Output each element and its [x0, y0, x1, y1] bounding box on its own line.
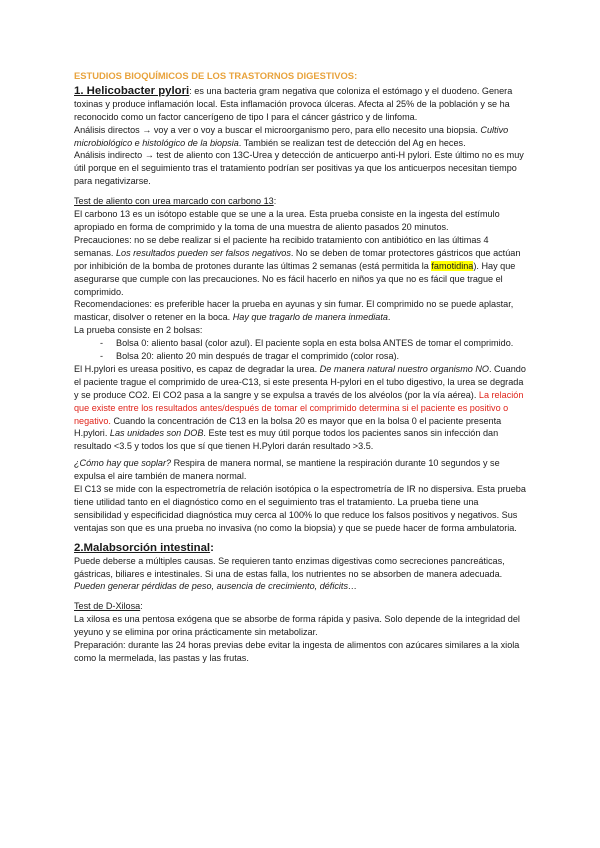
bags-list: [74, 337, 526, 363]
xylose-test-heading: Test de D-Xilosa:: [74, 601, 143, 612]
preparation-paragraph: Preparación: durante las 24 horas previas debe evitar la ingesta de alimentos con azúcares similares a la xiola como la mermelada, las pastas y las frutas.: [74, 640, 520, 663]
how-to-blow-paragraph: ¿Cómo hay que soplar? Respira de manera normal, se mantiene la respiración durante 10 segundos y se expulsa el aire también de manera normal.: [74, 458, 500, 482]
recommendations-paragraph: Recomendaciones: es preferible hacer la prueba en ayunas y sin fumar. El comprimido no se puede aplastar, masticar, disolver o retener en la boca. Hay que tragarlo de manera inmediata.: [74, 299, 514, 323]
measurement-paragraph: El C13 se mide con la espectrometría de relación isotópica o la espectrometría de IR no dispersiva. Esta prueba tiene utilidad tanto en el diagnóstico como en el seguimiento tras el tratamiento. La prueba tiene una sensibilidad y especificidad diagnóstica muy cerca al 100% lo que reduce los falsos positivos y negativos. Sus ventajas son que es una prueba no invasiva (no como la biopsia) y que se puede hacer de forma ambulatoria.: [74, 484, 526, 533]
indirect-analysis-paragraph: Análisis indirecto → test de aliento con 13C-Urea y detección de anticuerpo anti-H pylori. Este último no es muy útil porque en el seguimiento tras el tratamiento podrían ser positivas ya que los anticuerpos necesitan tiempo para negativizarse.: [74, 150, 524, 187]
bags-intro: La prueba consiste en 2 bolsas:: [74, 325, 203, 336]
direct-analysis-paragraph: Análisis directos → voy a ver o voy a buscar el microorganismo pero, para ello necesito una biopsia. Cultivo microbiológico e histológico de la biopsia. También se realizan test de detección del Ag en heces.: [74, 124, 509, 148]
document-title: ESTUDIOS BIOQUÍMICOS DE LOS TRASTORNOS DIGESTIVOS:: [74, 70, 358, 81]
list-item: - Bolsa 0: aliento basal (color azul). El paciente sopla en esta bolsa ANTES de tomar el comprimido.: [100, 337, 526, 350]
section-heading-helicobacter: 1. Helicobacter pylori: [74, 84, 190, 97]
xylose-paragraph: La xilosa es una pentosa exógena que se absorbe de forma rápida y pasiva. Solo depende de la integridad del yeyuno y se elimina por orina prácticamente sin metabolizar.: [74, 614, 520, 638]
helicobacter-intro: 1. Helicobacter pylori: es una bacteria gram negativa que coloniza el estómago y el duodeno. Genera toxinas y produce inflamación local. Esta inflamación provoca úlceras. Afecta al 25% de la población y se ha reconocido como un factor cancerígeno de tipo I para el cáncer gástrico y de linfoma.: [74, 84, 513, 122]
ureasa-paragraph: El H.pylori es ureasa positivo, es capaz de degradar la urea. De manera natural nuestro organismo NO. Cuando el paciente trague el comprimido de urea-C13, si este presenta H-pylori en el tubo digestivo, la urea se degrada y se produce CO2. El CO2 pasa a la sangre y se expulsa a través de los alvéolos (por la vía aérea). La relación que existe entre los resultados antes/después de tomar el comprimido determina si el paciente es positivo o negativo. Cuando la concentración de C13 en la bolsa 20 es mayor que en la bolsa 0 el paciente presenta H.pylori. Las unidades son DOB. Este test es muy útil porque todos los pacientes sanos sin infección dan resultado <3.5 y todos los que sí que tienen H.Pylori darán resultado >3.5.: [74, 363, 526, 452]
carbon13-paragraph: El carbono 13 es un isótopo estable que se une a la urea. Esta prueba consiste en la ingesta del estímulo apropiado en forma de comprimido y la toma de una muestra de aliento pasados 20 minutos.: [74, 209, 500, 232]
document-page: [74, 70, 526, 665]
highlight-famotidina: famotidina: [431, 260, 474, 271]
breath-test-heading: Test de aliento con urea marcado con carbono 13:: [74, 196, 277, 207]
list-item: - Bolsa 20: aliento 20 min después de tragar el comprimido (color rosa).: [100, 350, 526, 363]
malabsorption-paragraph: Puede deberse a múltiples causas. Se requieren tanto enzimas digestivas como secreciones pancreáticas, gástricas, biliares e intestinales. Si una de estas falla, los nutrientes no se absorben de manera adecuada. Pueden generar pérdidas de peso, ausencia de crecimiento, déficits…: [74, 555, 505, 592]
precautions-paragraph: Precauciones: no se debe realizar si el paciente ha recibido tratamiento con antibiótico en las últimas 4 semanas. Los resultados pueden ser falsos negativos. No se deben de tomar protectores gástricos que actúan por inhibición de la bomba de protones durante las últimas 2 semanas (está permitida la famotidina). Hay que asegurarse que cumple con las precauciones. No es fácil hacerlo en niños ya que no es fácil que trague el comprimido.: [74, 234, 521, 297]
section-heading-malabsorcion: 2.Malabsorción intestinal:: [74, 541, 214, 554]
red-highlight-text: La relación que existe entre los resultados antes/después de tomar el comprimido determina si el paciente es positivo o negativo.: [74, 389, 524, 426]
